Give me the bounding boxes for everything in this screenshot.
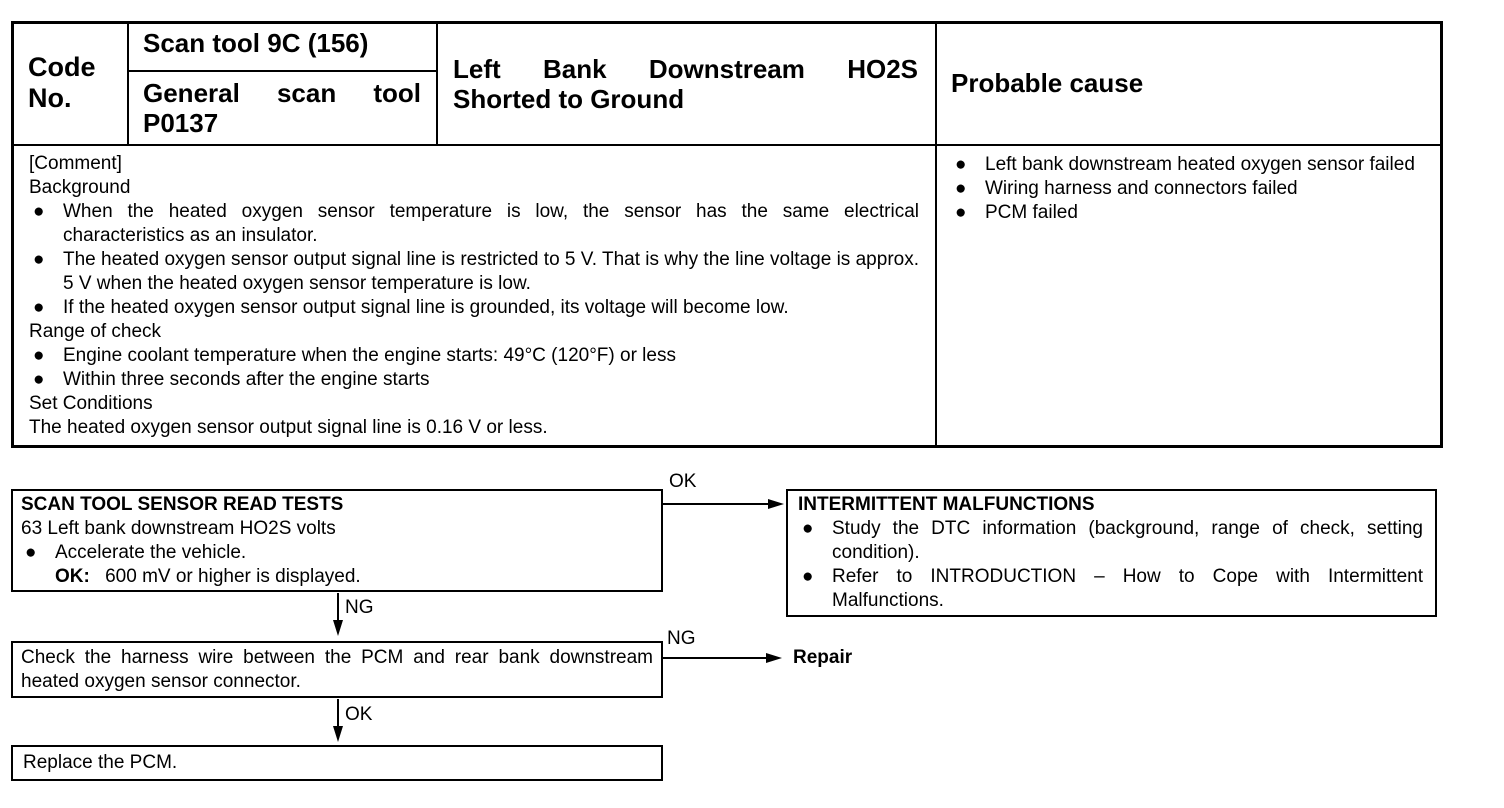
intermittent-title: INTERMITTENT MALFUNCTIONS — [798, 494, 1095, 515]
comment-label: [Comment] — [29, 153, 122, 174]
bullet-icon: ● — [33, 201, 45, 222]
scan-tool-test-title: SCAN TOOL SENSOR READ TESTS — [21, 494, 344, 515]
arrow-ok-down-icon — [333, 699, 343, 742]
general-scan-tool-header: General scan tool P0137 — [143, 78, 421, 138]
bullet-icon: ● — [33, 297, 45, 318]
background-item: ● The heated oxygen sensor output signal line is restricted to 5 V. That is why the line voltage is approx. 5 V when the heated oxygen sensor temperature is low. — [33, 249, 919, 294]
background-item: ● When the heated oxygen sensor temperature is low, the sensor has the same electrical characteristics as an insulator. — [33, 201, 919, 246]
scan-tool-test-item: 63 Left bank downstream HO2S volts — [21, 518, 336, 539]
harness-check-text: Check the harness wire between the PCM and rear bank downstream heated oxygen sensor connector. — [21, 647, 653, 692]
replace-pcm-text: Replace the PCM. — [23, 752, 178, 773]
bullet-icon: ● — [33, 369, 45, 390]
cause-item: ● Left bank downstream heated oxygen sensor failed — [955, 154, 1415, 175]
repair-label: Repair — [793, 647, 853, 668]
background-label: Background — [29, 177, 131, 198]
set-conditions-label: Set Conditions — [29, 393, 153, 414]
bullet-icon: ● — [802, 518, 814, 539]
bullet-icon: ● — [955, 154, 967, 175]
bullet-icon: ● — [955, 202, 967, 223]
ok-label-right: OK — [669, 471, 697, 492]
range-label: Range of check — [29, 321, 162, 342]
cause-item: ● Wiring harness and connectors failed — [955, 178, 1298, 199]
bullet-icon: ● — [33, 345, 45, 366]
set-conditions-text: The heated oxygen sensor output signal line is 0.16 V or less. — [29, 417, 548, 438]
arrow-ok-right-icon — [663, 499, 784, 509]
range-item: ● Engine coolant temperature when the engine starts: 49°C (120°F) or less — [33, 345, 676, 366]
code-no-header: Code No. — [28, 52, 96, 113]
intermittent-item: ● Study the DTC information (background, range of check, setting condition). — [802, 518, 1423, 563]
bullet-icon: ● — [802, 566, 814, 587]
dtc-title: Left Bank Downstream HO2S Shorted to Ground — [453, 54, 918, 114]
ok-criteria-text: 600 mV or higher is displayed. — [105, 566, 361, 587]
ok-criteria-label: OK: — [55, 566, 90, 587]
scan-tool-9c-header: Scan tool 9C (156) — [143, 28, 369, 58]
ok-label-down: OK — [345, 704, 373, 725]
scan-tool-test-bullet: ● Accelerate the vehicle. — [25, 542, 247, 563]
bullet-icon: ● — [955, 178, 967, 199]
probable-cause-header: Probable cause — [951, 68, 1144, 98]
bullet-icon: ● — [25, 542, 37, 563]
ng-label-right: NG — [667, 628, 696, 649]
ng-label-down: NG — [345, 597, 374, 618]
intermittent-item: ● Refer to INTRODUCTION – How to Cope with Intermittent Malfunctions. — [802, 566, 1423, 611]
cause-item: ● PCM failed — [955, 202, 1078, 223]
arrow-ng-down-icon — [333, 593, 343, 636]
range-item: ● Within three seconds after the engine starts — [33, 369, 430, 390]
arrow-ng-right-icon — [663, 653, 782, 663]
bullet-icon: ● — [33, 249, 45, 270]
background-item: ● If the heated oxygen sensor output signal line is grounded, its voltage will become low. — [33, 297, 789, 318]
